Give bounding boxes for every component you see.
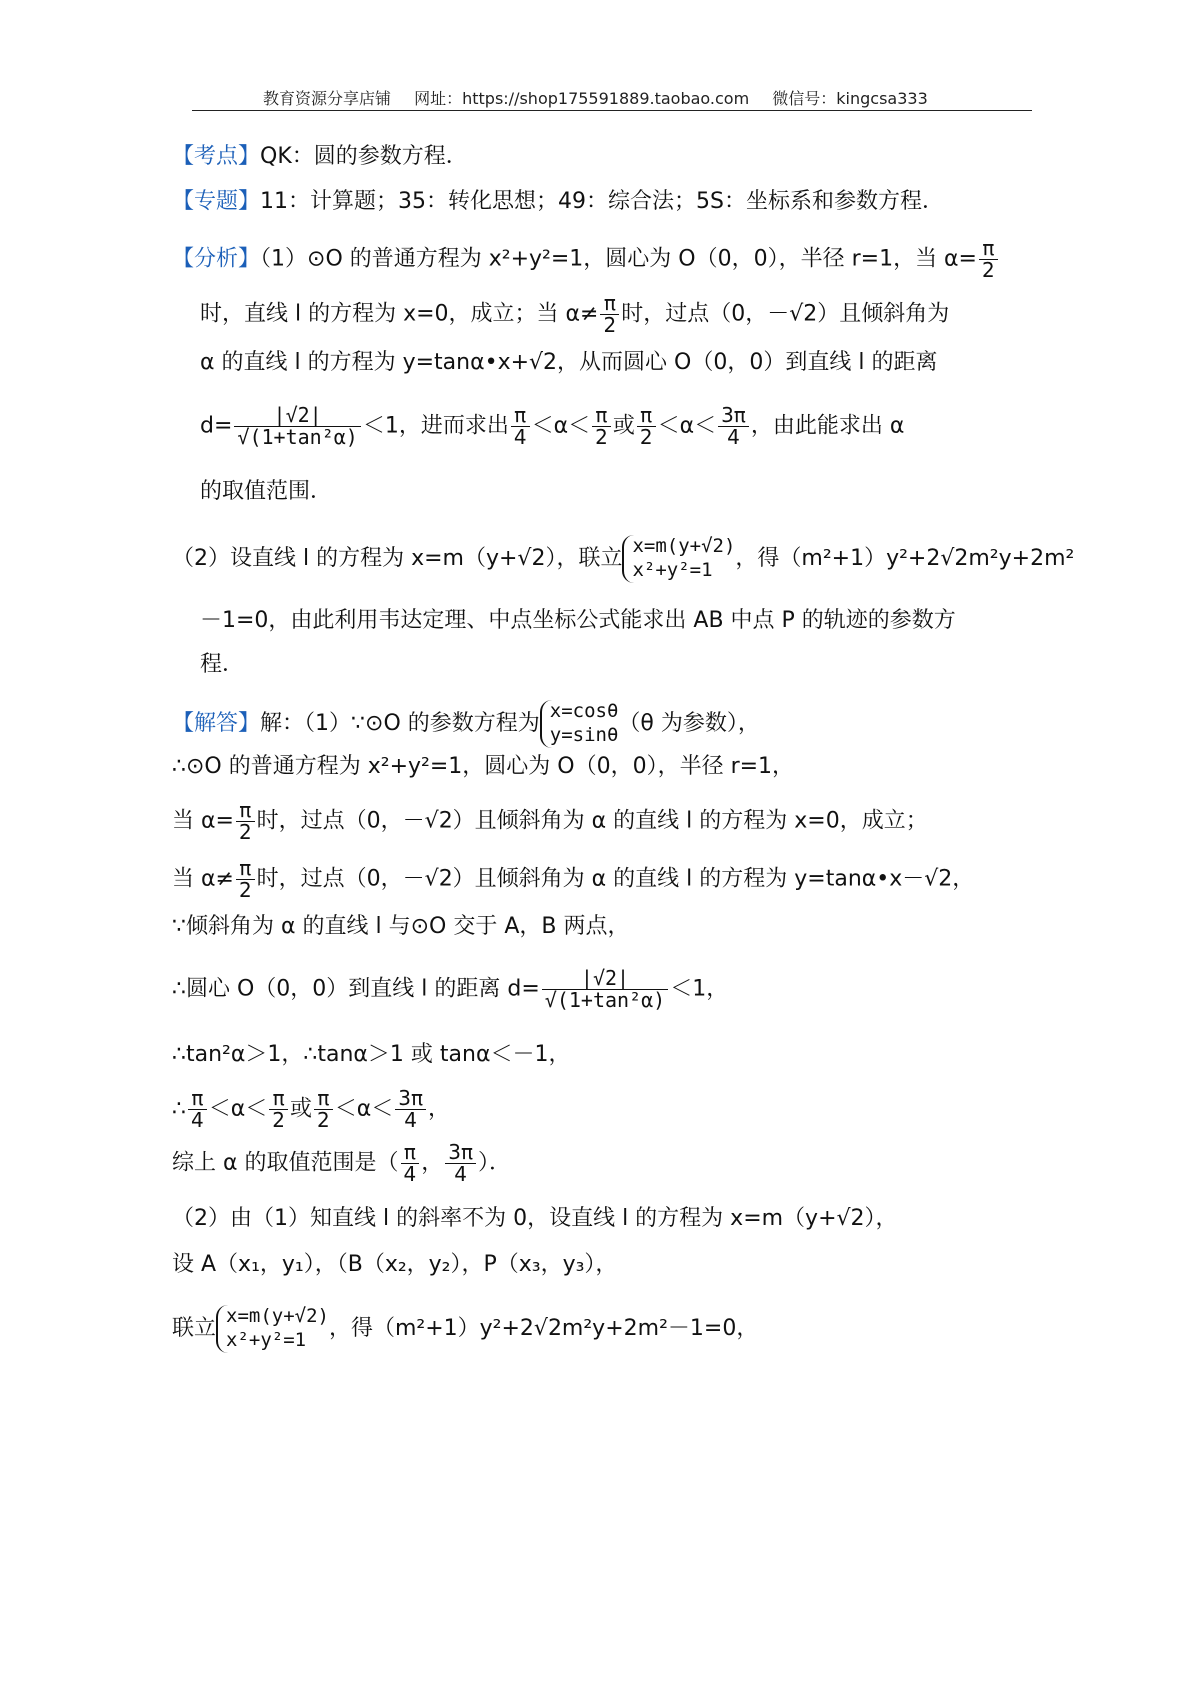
solution-text: （2）由（1）知直线 l 的斜率不为 0，设直线 l 的方程为 x=m（y+√2）， [172,1206,898,1231]
analysis-text: d= [200,413,233,439]
analysis-text: （1）⊙O 的普通方程为 x²+y²=1，圆心为 O（0，0），半径 r=1，当 α= [260,246,977,272]
denominator: 4 [454,1162,467,1186]
distance-fraction [542,968,668,1011]
numerator: π [314,1088,333,1110]
numerator: π [236,800,255,822]
denominator: 4 [727,425,740,449]
solution-line-12 [172,1305,758,1353]
page-header [263,86,946,109]
fraction [637,405,656,448]
numerator: π [979,238,998,260]
equation: x=m(y+√2) [632,535,736,557]
denominator: 2 [639,425,653,449]
analysis-line-8 [200,650,244,680]
analysis-line-4 [200,405,904,448]
equation: x²+y²=1 [632,558,713,581]
analysis-text: 的取值范围． [200,479,333,504]
solution-text: ， [428,1096,451,1122]
numerator: π [600,293,619,315]
analysis-text: ＜1，进而求出 [362,413,509,439]
analysis-text: ，由此能求出 α [750,413,905,439]
zhuanti-text: 11：计算题；35：转化思想；49：综合法；5S：坐标系和参数方程． [260,189,944,214]
denominator: 2 [982,258,995,282]
solution-text: ＜1， [670,976,729,1002]
fraction [718,405,749,448]
numerator: 3π [718,405,749,427]
fraction [401,1142,420,1185]
analysis-line-1 [172,238,1000,281]
fraction [511,405,530,448]
distance-fraction [234,405,360,448]
denominator: 4 [513,425,527,449]
solution-text: ）． [478,1150,512,1176]
analysis-text: 时，过点（0，－√2）且倾斜角为 [621,301,950,327]
analysis-text: 或 [612,413,635,439]
shop-url: 网址：https://shop175591889.taobao.com [414,89,750,108]
zhuanti-tag: 【专题】 [172,189,261,214]
solution-text: 联立 [172,1315,217,1341]
fraction [236,800,255,843]
analysis-text: ＜α＜ [657,413,717,439]
fraction [600,293,619,336]
denominator: √(1+tan²α) [237,425,358,449]
zhuanti-line [172,187,944,217]
numerator: π [188,1088,207,1110]
solution-text: ，得（m²+1）y²+2√2m²y+2m²－1=0， [328,1315,759,1341]
solution-text: 解：（1）∵⊙O 的参数方程为 [260,710,540,736]
numerator: 3π [445,1142,476,1164]
jieda-tag: 【解答】 [172,710,261,736]
solution-text: ∵倾斜角为 α 的直线 l 与⊙O 交于 A，B 两点， [172,914,630,939]
solution-line-2 [172,752,794,782]
solution-text: ∴tan²α＞1，∴tanα＞1 或 tanα＜－1， [172,1042,571,1067]
solution-text: 当 α≠ [172,866,234,892]
numerator: π [236,858,255,880]
numerator: π [592,405,611,427]
solution-line-10 [172,1204,898,1234]
fraction [188,1088,207,1131]
equation: y=sinθ [549,723,619,746]
denominator: 2 [595,425,608,449]
denominator: 4 [191,1108,204,1132]
equation-system [622,535,735,583]
solution-line-4 [172,858,974,901]
analysis-text: ，得（m²+1）y²+2√2m²y+2m² [735,545,1075,571]
fraction [592,405,611,448]
equation-system [216,1305,329,1353]
solution-line-9 [172,1142,511,1185]
numerator: π [269,1088,288,1110]
equation: x=m(y+√2) [226,1305,329,1327]
denominator: 4 [403,1162,417,1186]
shop-name: 教育资源分享店铺 [263,89,392,108]
analysis-line-7 [200,606,956,636]
denominator: 2 [272,1108,285,1132]
fraction [269,1088,288,1131]
solution-line-1 [172,700,760,748]
equation: x=cosθ [549,700,619,722]
solution-text: ∴圆心 O（0，0）到直线 l 的距离 d= [172,976,540,1002]
solution-line-6 [172,968,728,1011]
solution-text: ＜α＜ [334,1096,394,1122]
solution-text: 综上 α 的取值范围是（ [172,1150,399,1176]
equation-system [540,700,619,748]
numerator: |√2| [542,968,668,990]
numerator: π [401,1142,420,1164]
analysis-text: 程． [200,652,245,677]
solution-text: 或 [289,1096,312,1122]
solution-line-5 [172,912,629,942]
analysis-line-2 [200,293,949,336]
header-divider [192,110,1032,111]
numerator: π [511,405,530,427]
denominator: 2 [317,1108,330,1132]
solution-text: ∴ [172,1096,186,1122]
fenxi-tag: 【分析】 [172,246,261,272]
fraction [314,1088,333,1131]
fraction [236,858,255,901]
fraction [395,1088,426,1131]
analysis-line-3 [200,348,937,378]
analysis-text: 时，直线 l 的方程为 x=0，成立；当 α≠ [200,301,599,327]
numerator: |√2| [234,405,360,427]
analysis-line-6 [172,535,1074,583]
denominator: 2 [238,878,252,902]
fraction [445,1142,476,1185]
numerator: π [637,405,656,427]
solution-line-7 [172,1040,570,1070]
solution-text: ∴⊙O 的普通方程为 x²+y²=1，圆心为 O（0，0），半径 r=1， [172,754,795,779]
kaodian-line [172,142,468,172]
solution-text: 当 α= [172,808,234,834]
analysis-line-5 [200,477,332,507]
denominator: 2 [603,313,617,337]
solution-text: 时，过点（0，－√2）且倾斜角为 α 的直线 l 的方程为 x=0，成立； [256,808,928,834]
solution-text: 设 A（x₁，y₁），（B（x₂，y₂），P（x₃，y₃）， [172,1252,618,1277]
wechat-id: 微信号：kingcsa333 [772,89,928,108]
kaodian-tag: 【考点】 [172,144,261,169]
solution-text: （θ 为参数）， [618,710,760,736]
equation: x²+y²=1 [226,1328,307,1351]
solution-line-3 [172,800,928,843]
analysis-text: （2）设直线 l 的方程为 x=m（y+√2），联立 [172,545,623,571]
solution-text: 时，过点（0，－√2）且倾斜角为 α 的直线 l 的方程为 y=tanα•x－√2， [256,866,975,892]
kaodian-text: QK：圆的参数方程． [260,144,468,169]
analysis-text: α 的直线 l 的方程为 y=tanα•x+√2，从而圆心 O（0，0）到直线 l 的距离 [200,350,938,375]
analysis-text: ＜α＜ [531,413,591,439]
analysis-text: －1=0，由此利用韦达定理、中点坐标公式能求出 AB 中点 P 的轨迹的参数方 [200,608,956,633]
solution-line-8 [172,1088,450,1131]
denominator: √(1+tan²α) [544,988,666,1012]
numerator: 3π [395,1088,426,1110]
fraction [979,238,998,281]
solution-line-11 [172,1250,617,1280]
denominator: 4 [404,1108,417,1132]
solution-text: ＜α＜ [208,1096,268,1122]
denominator: 2 [238,820,252,844]
solution-text: ， [421,1150,444,1176]
